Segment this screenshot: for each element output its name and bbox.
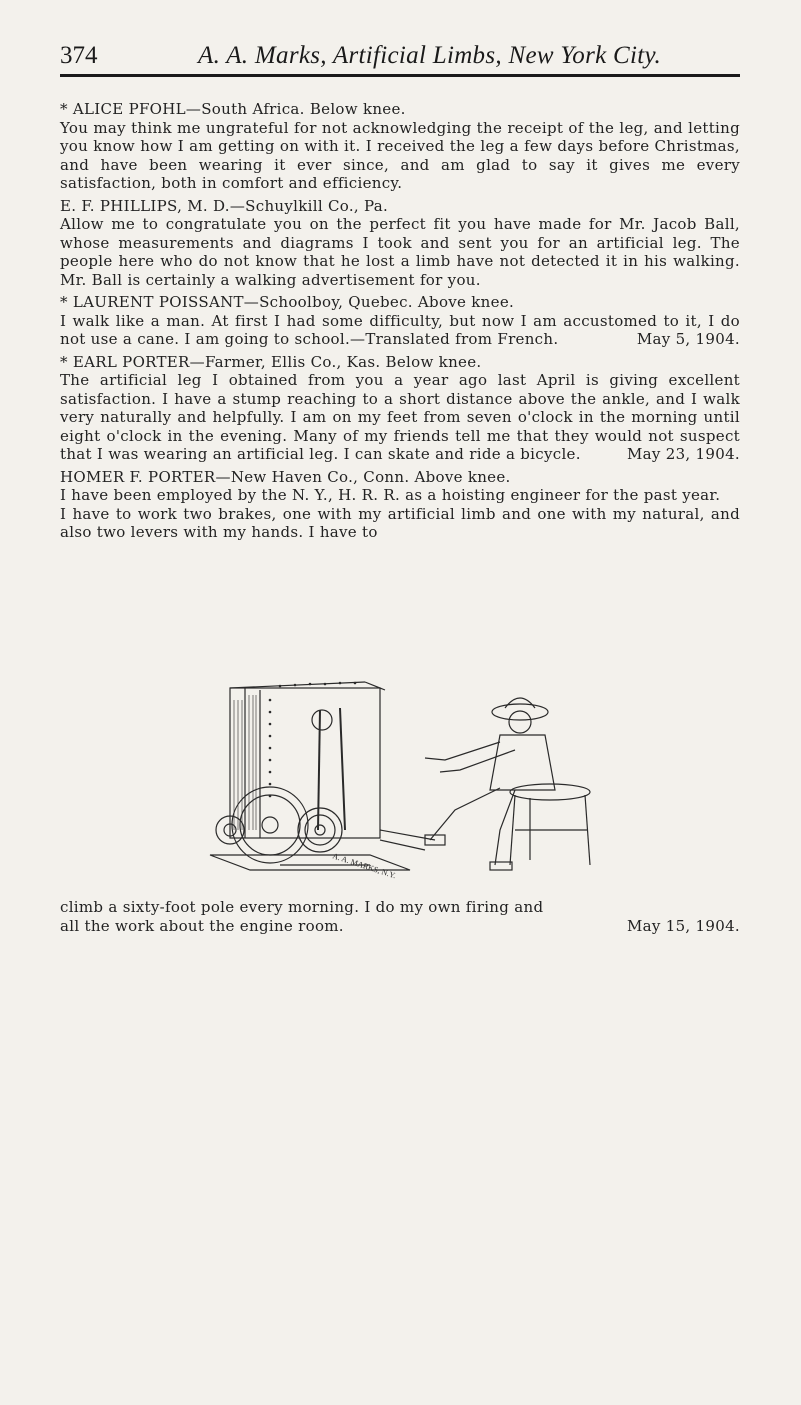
plate-mark: A. A. MARKS, N.Y. — [331, 851, 398, 880]
testimonial-entry — [60, 468, 740, 542]
entry-body — [60, 119, 740, 193]
winding-drums — [216, 787, 342, 863]
entry-heading: * EARL PORTER—Farmer, Ellis Co., Kas. Below knee. — [60, 352, 482, 371]
entry-body — [60, 312, 740, 349]
testimonial-entry — [60, 293, 740, 349]
header-rule — [60, 74, 740, 77]
hoisting-engine-engraving — [170, 680, 610, 880]
entry-heading: HOMER F. PORTER—New Haven Co., Conn. Above knee. — [60, 467, 511, 486]
page-number: 374 — [60, 42, 98, 69]
entry-body — [60, 486, 740, 542]
running-head — [60, 38, 750, 74]
closing-date: May 15, 1904. — [626, 916, 740, 935]
entry-text: You may think me ungrateful for not acknowledging the receipt of the leg, and letting you know how I am getting on with it. I received the leg a few days before Christmas, and have been wearing it ever since, and am glad to say it gives me every satisfaction, both in comfort and efficiency. — [60, 118, 740, 192]
entry-heading: E. F. PHILLIPS, M. D.—Schuylkill Co., Pa. — [60, 196, 389, 215]
entry-text: Allow me to congratulate you on the perfect fit you have made for Mr. Jacob Ball, whose measurements and diagrams I took and sent you for an artificial leg. The people here who do not know that he lost a limb have not detected it in his walking. Mr. Ball is certainly a walking advertisement for you. — [60, 215, 740, 289]
testimonial-entry — [60, 100, 740, 193]
testimonials — [60, 100, 740, 546]
closing-paragraph — [60, 898, 740, 935]
entry-text: I walk like a man. At first I had some difficulty, but now I am accustomed to it, I do not use a cane. I am going to school.—Translated from French. — [60, 311, 740, 348]
entry-date: May 5, 1904. — [636, 330, 740, 348]
engraving-illustration — [170, 680, 610, 880]
book-title: A. A. Marks, Artificial Limbs, New York City. — [198, 42, 662, 69]
entry-text-continued: I have to work two brakes, one with my artificial limb and one with my natural, and also two levers with my hands. I have to — [60, 504, 740, 541]
entry-date: May 23, 1904. — [626, 445, 740, 463]
testimonial-entry — [60, 197, 740, 290]
entry-text: The artificial leg I obtained from you a year ago last April is giving excellent satisfaction. I have a stump reaching to a short distance above the ankle, and I walk very naturally and helpfully. I am on my feet from seven o'clock in the morning until eight o'clock in the evening. Many of my friends tell me that they would not suspect that I was wearing an artificial leg. I can skate and ride a bicycle. — [60, 371, 740, 463]
closing-line-2 — [60, 917, 740, 936]
entry-heading: * ALICE PFOHL—South Africa. Below knee. — [60, 100, 406, 118]
entry-heading: * LAURENT POISSANT—Schoolboy, Quebec. Above knee. — [60, 293, 515, 311]
entry-body — [60, 371, 740, 464]
closing-line-2-text: all the work about the engine room. — [60, 916, 344, 935]
stool — [510, 784, 590, 865]
entry-body — [60, 215, 740, 289]
engine-cabinet — [230, 688, 380, 838]
closing-line-1: climb a sixty-foot pole every morning. I do my own firing and — [60, 898, 544, 916]
testimonial-entry — [60, 353, 740, 464]
entry-text: I have been employed by the N. Y., H. R. R. as a hoisting engineer for the past year. — [60, 486, 721, 504]
